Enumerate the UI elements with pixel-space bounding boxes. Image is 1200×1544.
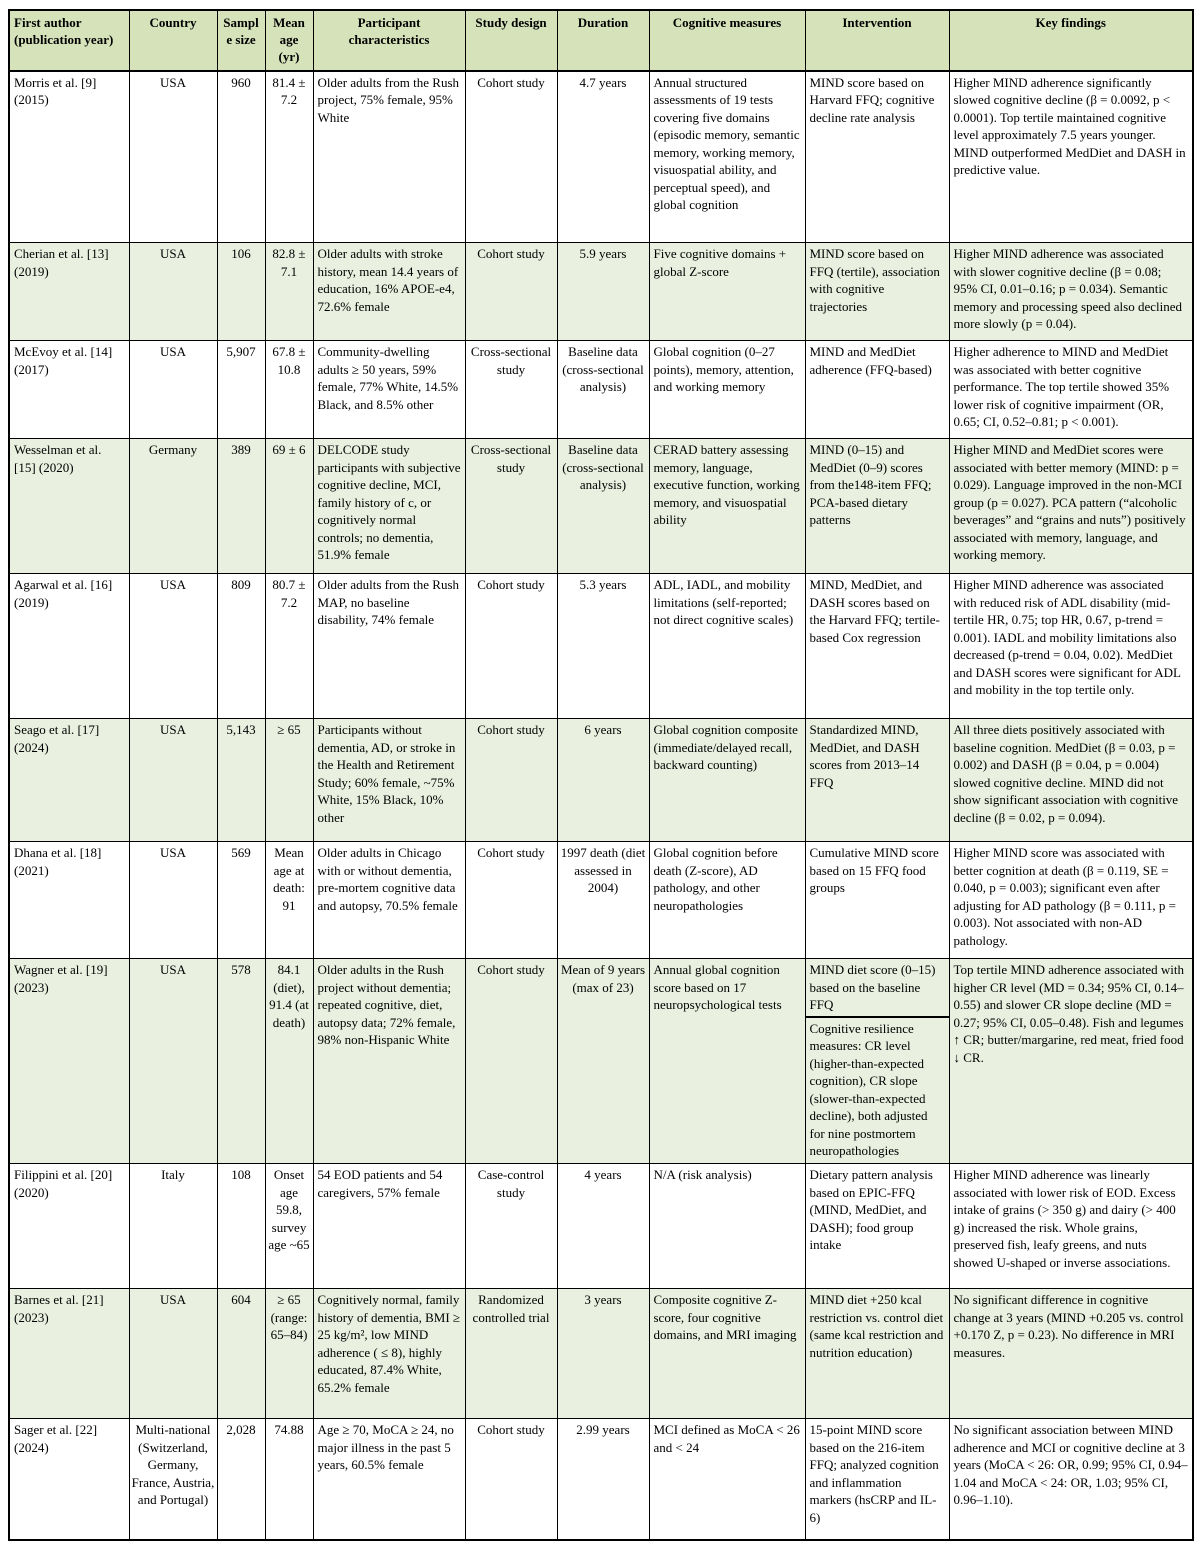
cell-participant-characteristics: Cognitively normal, family history of dementia, BMI ≥ 25 kg/m², low MIND adherence ( ≤ 8), highly educated, 87.4% White, 65.2% female [313, 1289, 465, 1419]
cell-mean-age: Onset age 59.8, survey age ~65 [265, 1164, 313, 1289]
cell-mean-age: 67.8 ± 10.8 [265, 341, 313, 439]
table-row-seago [9, 719, 1193, 842]
cell-country: Italy [129, 1164, 217, 1289]
cell-study-design: Cohort study [465, 959, 557, 1164]
cell-key-findings: Higher MIND score was associated with better cognition at death (β = 0.119, SE = 0.040, p = 0.003); significant even after adjusting for AD pathology (β = 0.111, p = 0.003). Not associated with non-AD pathology. [949, 842, 1193, 959]
cell-intervention: MIND (0–15) and MedDiet (0–9) scores from the148-item FFQ; PCA-based dietary patterns [805, 439, 949, 574]
cell-first-author: Agarwal et al. [16] (2019) [9, 574, 129, 719]
intervention-subcell-diet-score: MIND diet score (0–15) based on the baseline FFQ [809, 962, 936, 1013]
cell-key-findings: Higher MIND adherence was associated with reduced risk of ADL disability (mid-tertile HR, 0.75; top HR, 0.67, p-trend = 0.001). IADL and mobility limitations also decreased (p-trend = 0.04, 0.02). MedDiet and DASH scores were significant for ADL and mobility in the top tertile only. [949, 574, 1193, 719]
cell-intervention: MIND score based on Harvard FFQ; cognitive decline rate analysis [805, 71, 949, 243]
cell-key-findings: Higher adherence to MIND and MedDiet was associated with better cognitive performance. The top tertile showed 35% lower risk of cognitive impairment (OR, 0.65; CI, 0.52–0.81; p < 0.001). [949, 341, 1193, 439]
cell-duration: 1997 death (diet assessed in 2004) [557, 842, 649, 959]
cell-intervention-split [805, 959, 949, 1164]
cell-key-findings: No significant association between MIND adherence and MCI or cognitive decline at 3 years (MoCA < 26: OR, 0.99; 95% CI, 0.94–1.04 and MoCA < 24: OR, 1.03; 95% CI, 0.96–1.10). [949, 1419, 1193, 1540]
intervention-subcell-cognitive-resilience: Cognitive resilience measures: CR level (higher-than-expected cognition), CR slope (slower-than-expected decline), both adjusted for nine postmortem neuropathologies [806, 1016, 949, 1162]
cell-study-design: Randomized controlled trial [465, 1289, 557, 1419]
cell-cognitive-measures: CERAD battery assessing memory, language, executive function, working memory, and visuospatial ability [649, 439, 805, 574]
cell-duration: 3 years [557, 1289, 649, 1419]
table-row-wagner [9, 959, 1193, 1164]
table-body [9, 71, 1193, 1540]
cell-key-findings: All three diets positively associated with baseline cognition. MedDiet (β = 0.03, p = 0.002) and DASH (β = 0.04, p = 0.004) slowed cognitive decline. MIND did not show significant association with cognitive decline (β = 0.02, p = 0.094). [949, 719, 1193, 842]
column-header-cognitive-measures: Cognitive measures [649, 10, 805, 71]
cell-first-author: Seago et al. [17] (2024) [9, 719, 129, 842]
cell-study-design: Cohort study [465, 719, 557, 842]
table-header [9, 10, 1193, 71]
cell-intervention: Cumulative MIND score based on 15 FFQ food groups [805, 842, 949, 959]
cell-mean-age: 69 ± 6 [265, 439, 313, 574]
cell-duration: Baseline data (cross-sectional analysis) [557, 341, 649, 439]
cell-country: USA [129, 574, 217, 719]
cell-sample-size: 108 [217, 1164, 265, 1289]
cell-sample-size: 106 [217, 243, 265, 341]
table-row-sager [9, 1419, 1193, 1540]
cell-study-design: Cohort study [465, 71, 557, 243]
cell-participant-characteristics: Age ≥ 70, MoCA ≥ 24, no major illness in the past 5 years, 60.5% female [313, 1419, 465, 1540]
cell-participant-characteristics: Community-dwelling adults ≥ 50 years, 59% female, 77% White, 14.5% Black, and 8.5% other [313, 341, 465, 439]
cell-duration: Baseline data (cross-sectional analysis) [557, 439, 649, 574]
table-row-morris [9, 71, 1193, 243]
table-row-dhana [9, 842, 1193, 959]
cell-country: USA [129, 959, 217, 1164]
cell-cognitive-measures: Composite cognitive Z-score, four cognitive domains, and MRI imaging [649, 1289, 805, 1419]
cell-first-author: Sager et al. [22] (2024) [9, 1419, 129, 1540]
column-header-sample-size: Sample size [217, 10, 265, 71]
cell-intervention: 15-point MIND score based on the 216-item FFQ; analyzed cognition and inflammation markers (hsCRP and IL-6) [805, 1419, 949, 1540]
cell-intervention: MIND score based on FFQ (tertile), association with cognitive trajectories [805, 243, 949, 341]
cell-mean-age: 81.4 ± 7.2 [265, 71, 313, 243]
cell-country: USA [129, 719, 217, 842]
cell-sample-size: 569 [217, 842, 265, 959]
cell-sample-size: 960 [217, 71, 265, 243]
cell-sample-size: 604 [217, 1289, 265, 1419]
cell-duration: Mean of 9 years (max of 23) [557, 959, 649, 1164]
cell-duration: 5.9 years [557, 243, 649, 341]
cell-duration: 5.3 years [557, 574, 649, 719]
cell-intervention: Dietary pattern analysis based on EPIC-FFQ (MIND, MedDiet, and DASH); food group intake [805, 1164, 949, 1289]
cell-mean-age: ≥ 65 (range: 65–84) [265, 1289, 313, 1419]
cell-first-author: Dhana et al. [18] (2021) [9, 842, 129, 959]
cell-mean-age: ≥ 65 [265, 719, 313, 842]
cell-study-design: Cohort study [465, 842, 557, 959]
cell-key-findings: Higher MIND adherence significantly slowed cognitive decline (β = 0.0092, p < 0.0001). Top tertile maintained cognitive level approximately 7.5 years younger. MIND outperformed MedDiet and DASH in predictive value. [949, 71, 1193, 243]
cell-mean-age: 84.1 (diet), 91.4 (at death) [265, 959, 313, 1164]
cell-cognitive-measures: Five cognitive domains + global Z-score [649, 243, 805, 341]
cell-sample-size: 809 [217, 574, 265, 719]
cell-cognitive-measures: ADL, IADL, and mobility limitations (self-reported; not direct cognitive scales) [649, 574, 805, 719]
cell-participant-characteristics: Older adults in Chicago with or without dementia, pre-mortem cognitive data and autopsy, 70.5% female [313, 842, 465, 959]
cell-first-author: Morris et al. [9] (2015) [9, 71, 129, 243]
cell-country: USA [129, 1289, 217, 1419]
cell-first-author: Cherian et al. [13] (2019) [9, 243, 129, 341]
cell-cognitive-measures: MCI defined as MoCA < 26 and < 24 [649, 1419, 805, 1540]
cell-sample-size: 389 [217, 439, 265, 574]
cell-participant-characteristics: 54 EOD patients and 54 caregivers, 57% female [313, 1164, 465, 1289]
cell-mean-age: 74.88 [265, 1419, 313, 1540]
cell-duration: 4.7 years [557, 71, 649, 243]
cell-sample-size: 5,907 [217, 341, 265, 439]
cell-participant-characteristics: Older adults with stroke history, mean 14.4 years of education, 16% APOE-e4, 72.6% female [313, 243, 465, 341]
cell-duration: 4 years [557, 1164, 649, 1289]
cell-key-findings: Higher MIND adherence was linearly associated with lower risk of EOD. Excess intake of grains (> 350 g) and dairy (> 400 g) increased the risk. Whole grains, preserved fish, leafy greens, and nuts showed U-shaped or inverse associations. [949, 1164, 1193, 1289]
column-header-first-author: First author (publication year) [9, 10, 129, 71]
cell-country: USA [129, 842, 217, 959]
cell-study-design: Case-control study [465, 1164, 557, 1289]
cell-intervention: MIND, MedDiet, and DASH scores based on the Harvard FFQ; tertile-based Cox regression [805, 574, 949, 719]
table-row-cherian [9, 243, 1193, 341]
cell-study-design: Cross-sectional study [465, 341, 557, 439]
cell-country: USA [129, 341, 217, 439]
cell-participant-characteristics: DELCODE study participants with subjective cognitive decline, MCI, family history of c, or cognitively normal controls; no dementia, 51.9% female [313, 439, 465, 574]
cell-study-design: Cohort study [465, 1419, 557, 1540]
cell-first-author: Barnes et al. [21] (2023) [9, 1289, 129, 1419]
table-row-barnes [9, 1289, 1193, 1419]
cell-participant-characteristics: Older adults from the Rush project, 75% female, 95% White [313, 71, 465, 243]
cell-cognitive-measures: N/A (risk analysis) [649, 1164, 805, 1289]
cell-mean-age: Mean age at death: 91 [265, 842, 313, 959]
table-row-filippini [9, 1164, 1193, 1289]
column-header-country: Country [129, 10, 217, 71]
cell-cognitive-measures: Global cognition before death (Z-score), AD pathology, and other neuropathologies [649, 842, 805, 959]
cell-key-findings: Top tertile MIND adherence associated with higher CR level (MD = 0.34; 95% CI, 0.14–0.55) and slower CR slope decline (MD = 0.27; 95% CI, 0.05–0.48). Fish and legumes ↑ CR; butter/margarine, red meat, fried food ↓ CR. [949, 959, 1193, 1164]
cell-sample-size: 578 [217, 959, 265, 1164]
cell-duration: 2.99 years [557, 1419, 649, 1540]
cell-participant-characteristics: Older adults in the Rush project without dementia; repeated cognitive, diet, autopsy data; 72% female, 98% non-Hispanic White [313, 959, 465, 1164]
cell-duration: 6 years [557, 719, 649, 842]
cell-first-author: Filippini et al. [20] (2020) [9, 1164, 129, 1289]
column-header-study-design: Study design [465, 10, 557, 71]
cell-country: USA [129, 71, 217, 243]
cell-mean-age: 80.7 ± 7.2 [265, 574, 313, 719]
cell-country: USA [129, 243, 217, 341]
cell-sample-size: 2,028 [217, 1419, 265, 1540]
cell-study-design: Cohort study [465, 243, 557, 341]
cell-first-author: Wesselman et al. [15] (2020) [9, 439, 129, 574]
cell-sample-size: 5,143 [217, 719, 265, 842]
cell-intervention: MIND diet +250 kcal restriction vs. control diet (same kcal restriction and nutrition education) [805, 1289, 949, 1419]
cell-country: Multi-national (Switzerland, Germany, France, Austria, and Portugal) [129, 1419, 217, 1540]
cell-first-author: McEvoy et al. [14] (2017) [9, 341, 129, 439]
cell-cognitive-measures: Annual global cognition score based on 17 neuropsychological tests [649, 959, 805, 1164]
cell-cognitive-measures: Annual structured assessments of 19 tests covering five domains (episodic memory, semantic memory, working memory, visuospatial ability, and perceptual speed), and global cognition [649, 71, 805, 243]
cell-intervention: MIND and MedDiet adherence (FFQ-based) [805, 341, 949, 439]
studies-table [8, 9, 1194, 1541]
cell-study-design: Cross-sectional study [465, 439, 557, 574]
cell-key-findings: Higher MIND and MedDiet scores were associated with better memory (MIND: p = 0.029). Language improved in the non-MCI group (p = 0.027). PCA pattern (“alcoholic beverages” and “grains and nuts”) positively associated with memory, language, and working memory. [949, 439, 1193, 574]
table-row-mcevoy [9, 341, 1193, 439]
cell-cognitive-measures: Global cognition composite (immediate/delayed recall, backward counting) [649, 719, 805, 842]
cell-country: Germany [129, 439, 217, 574]
column-header-participant-characteristics: Participant characteristics [313, 10, 465, 71]
cell-key-findings: No significant difference in cognitive change at 3 years (MIND +0.205 vs. control +0.170 Z, p = 0.23). No difference in MRI measures. [949, 1289, 1193, 1419]
cell-mean-age: 82.8 ± 7.1 [265, 243, 313, 341]
column-header-mean-age: Mean age (yr) [265, 10, 313, 71]
cell-first-author: Wagner et al. [19] (2023) [9, 959, 129, 1164]
cell-participant-characteristics: Participants without dementia, AD, or stroke in the Health and Retirement Study; 60% female, ~75% White, 15% Black, 10% other [313, 719, 465, 842]
column-header-intervention: Intervention [805, 10, 949, 71]
cell-study-design: Cohort study [465, 574, 557, 719]
table-row-wesselman [9, 439, 1193, 574]
column-header-key-findings: Key findings [949, 10, 1193, 71]
cell-intervention: Standardized MIND, MedDiet, and DASH scores from 2013–14 FFQ [805, 719, 949, 842]
cell-cognitive-measures: Global cognition (0–27 points), memory, attention, and working memory [649, 341, 805, 439]
column-header-duration: Duration [557, 10, 649, 71]
cell-key-findings: Higher MIND adherence was associated with slower cognitive decline (β = 0.08; 95% CI, 0.01–0.16; p = 0.034). Semantic memory and processing speed also declined more slowly (p = 0.04). [949, 243, 1193, 341]
table-row-agarwal [9, 574, 1193, 719]
cell-participant-characteristics: Older adults from the Rush MAP, no baseline disability, 74% female [313, 574, 465, 719]
